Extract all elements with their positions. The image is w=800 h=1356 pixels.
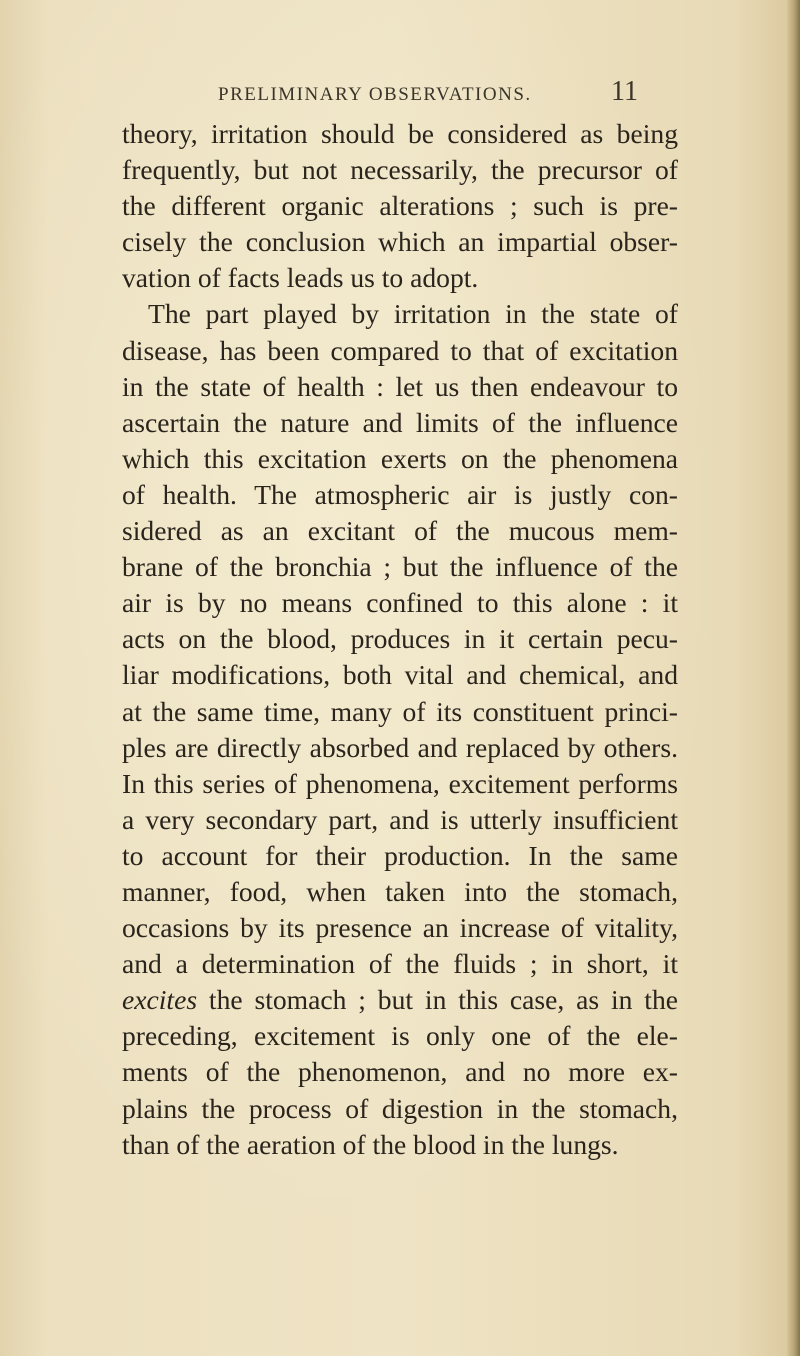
text-line: ascertain the nature and limits of the influence bbox=[122, 406, 678, 438]
page-edge-shadow bbox=[786, 0, 800, 1356]
page-number: 11 bbox=[611, 76, 638, 107]
text-line: ples are directly absorbed and replaced by others. bbox=[122, 731, 678, 763]
text-line: disease, has been compared to that of excitation bbox=[122, 334, 678, 366]
page-header bbox=[0, 78, 800, 108]
text-line: of health. The atmospheric air is justly con- bbox=[122, 478, 678, 510]
text-line: ments of the phenomenon, and no more ex- bbox=[122, 1056, 678, 1088]
text-line: and a determination of the fluids ; in short, it bbox=[122, 948, 678, 980]
text-line: in the state of health : let us then endeavour to bbox=[122, 370, 678, 402]
text-line: occasions by its presence an increase of vitality, bbox=[122, 912, 678, 944]
emphasized-word: excites bbox=[122, 984, 198, 1016]
text-line: at the same time, many of its constituent princi- bbox=[122, 695, 678, 727]
text-line: In this series of phenomena, excitement performs bbox=[122, 767, 678, 799]
text-line: sidered as an excitant of the mucous mem- bbox=[122, 515, 678, 547]
text-line: theory, irritation should be considered as being bbox=[122, 118, 678, 149]
text-line: than of the aeration of the blood in the lungs. bbox=[122, 1128, 619, 1160]
text-line: brane of the bronchia ; but the influence of the bbox=[122, 551, 678, 583]
text-line-with-emphasis bbox=[122, 982, 678, 1018]
text-line: acts on the blood, produces in it certain pecu- bbox=[122, 623, 678, 655]
body-text bbox=[122, 116, 678, 1163]
text-line: a very secondary part, and is utterly insufficient bbox=[122, 803, 678, 835]
text-line: liar modifications, both vital and chemical, and bbox=[122, 659, 678, 691]
text-line-remainder: the stomach ; but in this case, as in the bbox=[208, 984, 678, 1016]
text-line: preceding, excitement is only one of the ele- bbox=[122, 1020, 678, 1052]
text-line: the different organic alterations ; such is pre- bbox=[122, 190, 678, 222]
text-line: to account for their production. In the same bbox=[122, 839, 678, 871]
running-head: PRELIMINARY OBSERVATIONS. bbox=[218, 84, 532, 105]
text-line: vation of facts leads us to adopt. bbox=[122, 262, 479, 294]
text-line: cisely the conclusion which an impartial obser- bbox=[122, 226, 678, 258]
text-line: manner, food, when taken into the stomach, bbox=[122, 875, 678, 907]
text-line: plains the process of digestion in the stomach, bbox=[122, 1092, 678, 1124]
text-line: frequently, but not necessarily, the precursor of bbox=[122, 154, 678, 186]
text-line: The part played by irritation in the state of bbox=[148, 298, 678, 330]
text-line: which this excitation exerts on the phenomena bbox=[122, 442, 678, 474]
text-line: air is by no means confined to this alone : it bbox=[122, 587, 678, 619]
